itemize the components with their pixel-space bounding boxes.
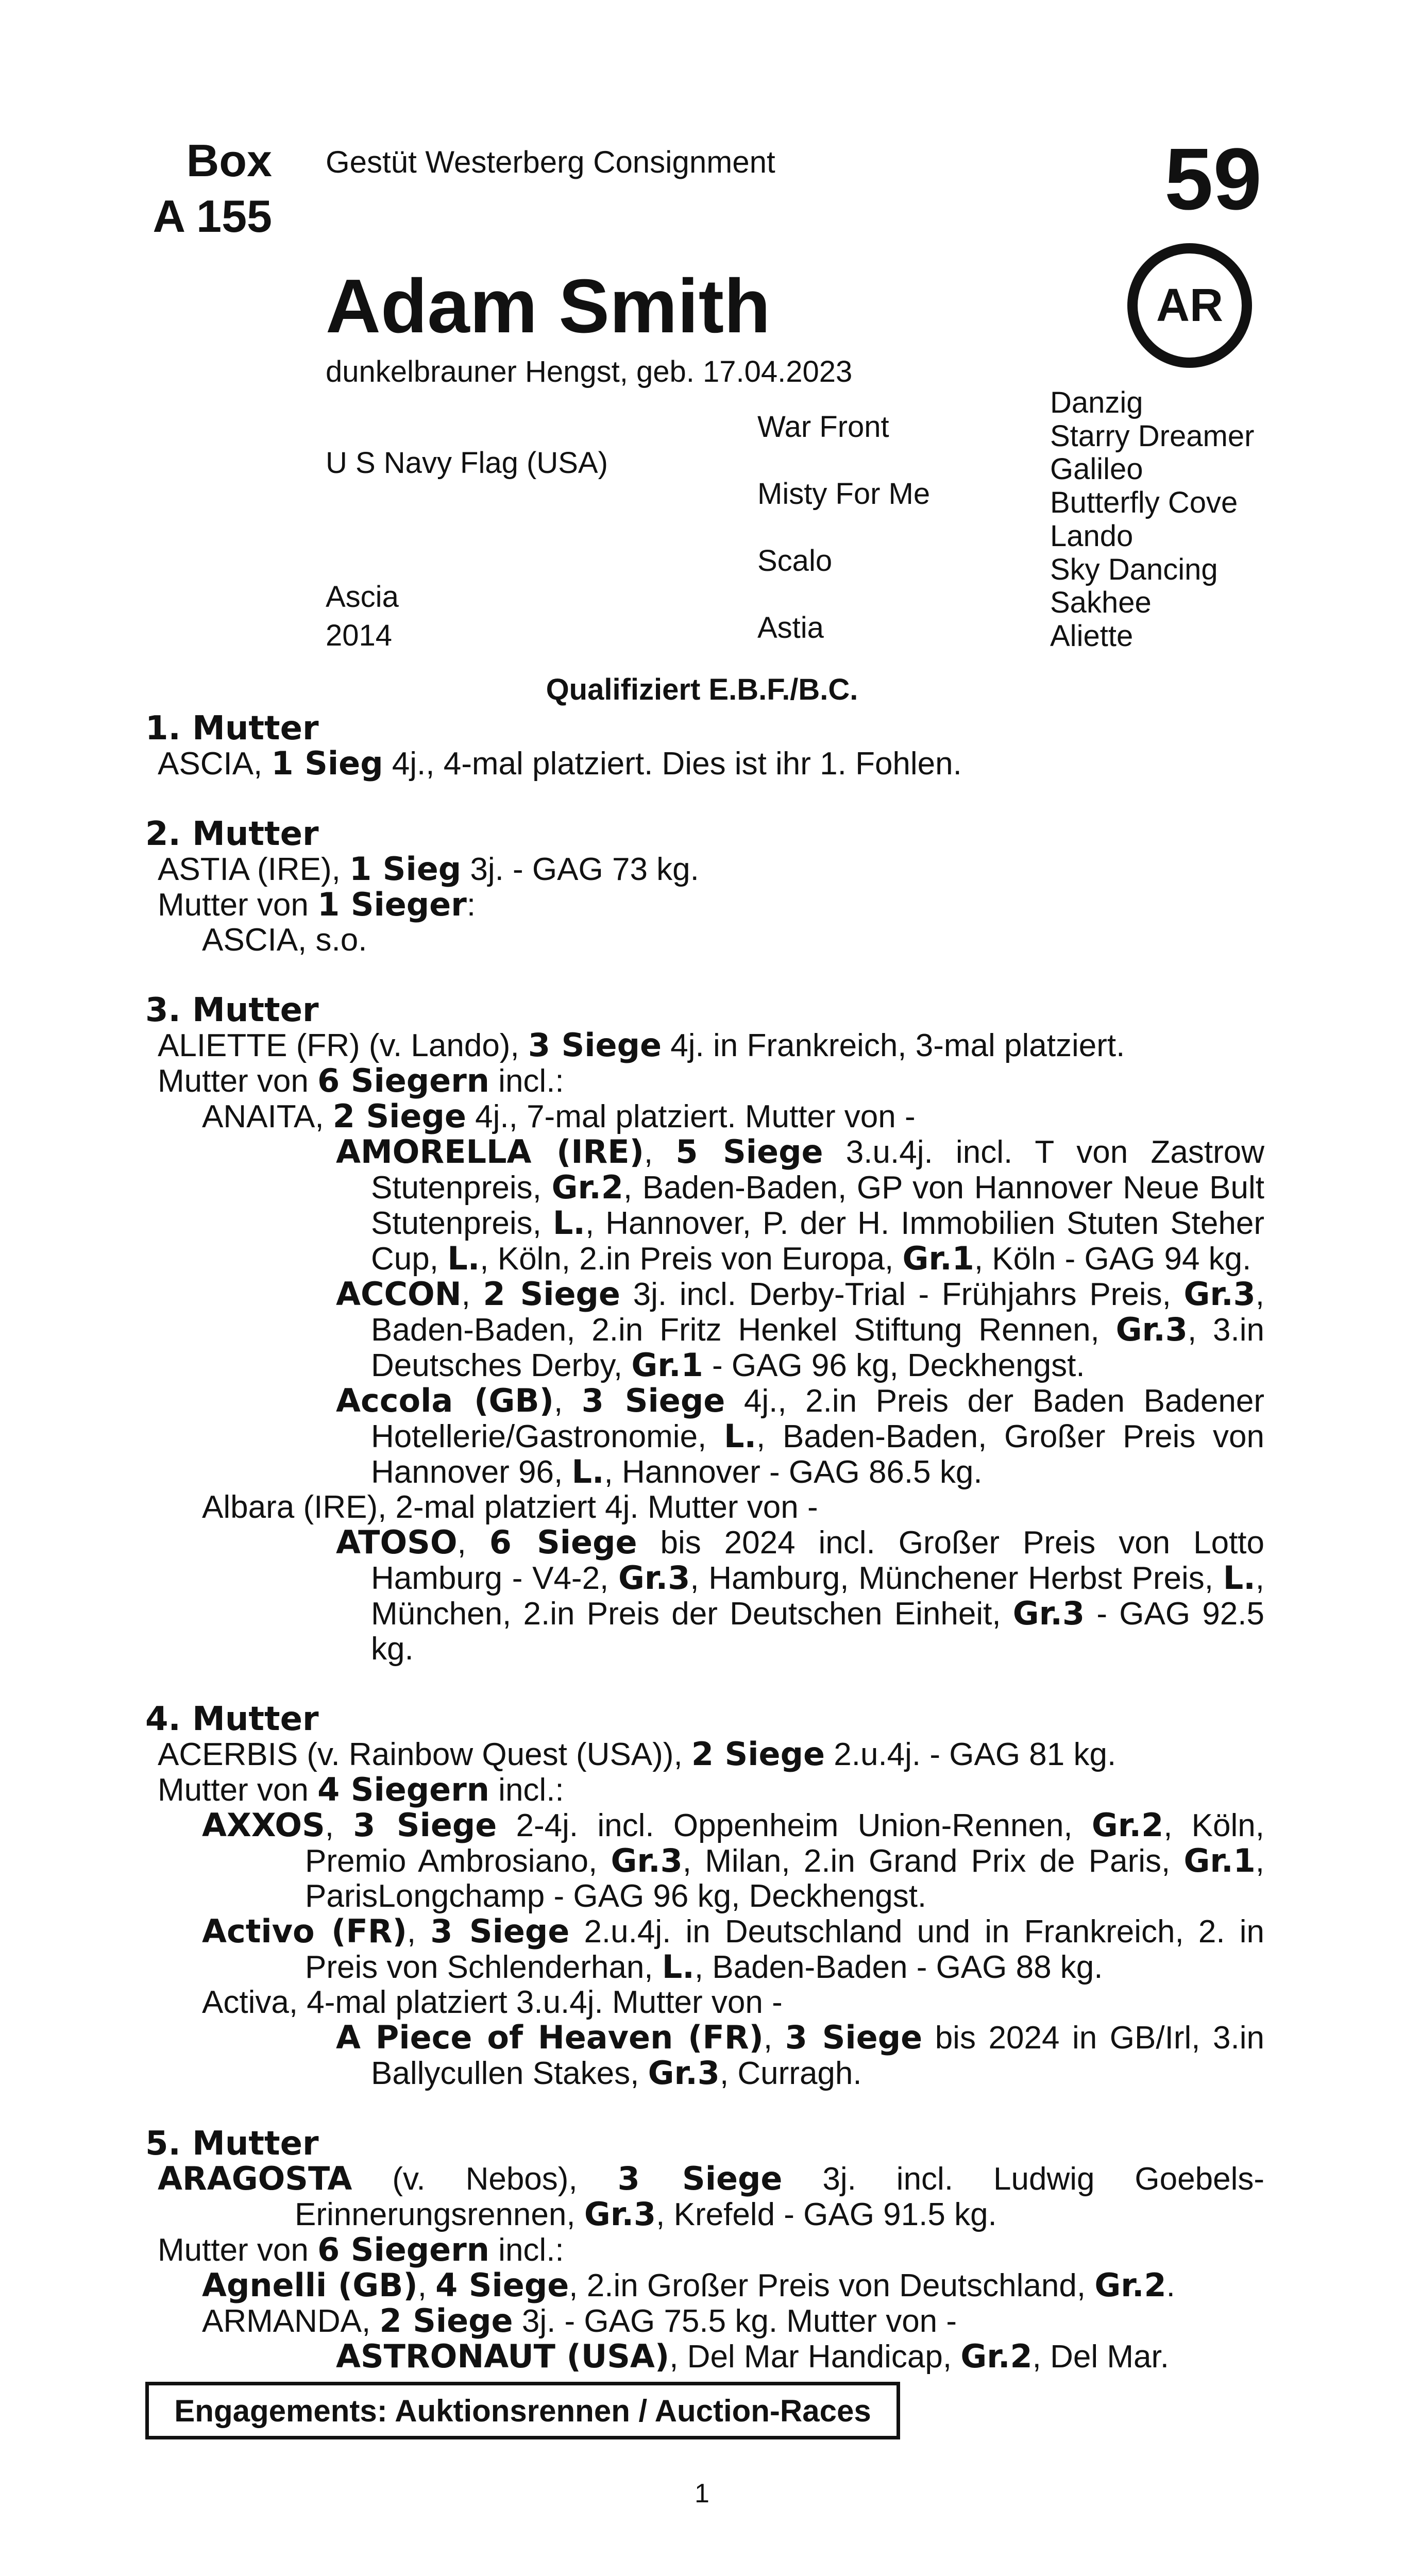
dam-entry: ASTIA (IRE), 1 Sieg 3j. - GAG 73 kg. [158,850,699,888]
pedigree-great-grandparent: Lando [1050,519,1134,553]
pedigree-great-grandparent: Starry Dreamer [1050,419,1255,453]
offspring-summary: Mutter von 4 Siegern incl.: [158,1771,564,1808]
section-heading: 3. Mutter [145,991,319,1029]
dam-entry: ASCIA, 1 Sieg 4j., 4-mal platziert. Dies ist ihr 1. Fohlen. [158,744,962,782]
dam-entry: ACERBIS (v. Rainbow Quest (USA)), 2 Siege 2.u.4j. - GAG 81 kg. [158,1735,1117,1773]
box-number: A 155 [153,191,272,242]
pedigree-grandparent: War Front [757,410,889,444]
pedigree-great-grandparent: Butterfly Cove [1050,486,1238,520]
pedigree-grandparent: Astia [757,611,824,645]
pedigree-great-grandparent: Galileo [1050,452,1143,486]
offspring-entry: Activa, 4-mal platziert 3.u.4j. Mutter von - [202,1985,783,2020]
pedigree-dam: Ascia [326,580,399,614]
dam-entry: ARAGOSTA (v. Nebos), 3 Siege 3j. incl. Ludwig Goebels-Erinnerungsrennen, Gr.3, Krefeld - GAG 91.5 kg. [158,2160,1264,2233]
offspring-entry: ANAITA, 2 Siege 4j., 7-mal platziert. Mutter von - [202,1097,916,1135]
offspring-entry: ARMANDA, 2 Siege 3j. - GAG 75.5 kg. Mutter von - [202,2302,957,2340]
offspring-entry: ACCON, 2 Siege 3j. incl. Derby-Trial - Frühjahrs Preis, Gr.3, Baden-Baden, 2.in Fritz Henkel Stiftung Rennen, Gr.3, 3.in Deutsches Derby, Gr.1 - GAG 96 kg, Deckhengst. [336,1275,1264,1384]
section-heading: 2. Mutter [145,815,319,853]
mutter-5-section [145,2126,1264,2375]
offspring-entry: Albara (IRE), 2-mal platziert 4j. Mutter von - [202,1489,818,1525]
pedigree-dam-year: 2014 [326,619,393,652]
mutter-1-section [145,711,1264,782]
pedigree-grandparent: Misty For Me [757,477,931,511]
lot-number: 59 [1164,130,1262,228]
pedigree-great-grandparent: Sky Dancing [1050,552,1218,586]
consignor: Gestüt Westerberg Consignment [326,145,775,179]
dam-line [145,711,1264,2410]
offspring-entry: ATOSO, 6 Siege bis 2024 incl. Großer Preis von Lotto Hamburg - V4-2, Gr.3, Hamburg, Münchener Herbst Preis, L., München, 2.in Preis der Deutschen Einheit, Gr.3 - GAG 92.5 kg. [336,1523,1264,1667]
pedigree-great-grandparent: Sakhee [1050,586,1152,620]
mutter-4-section [145,1702,1264,2091]
offspring-entry: A Piece of Heaven (FR), 3 Siege bis 2024 in GB/Irl, 3.in Ballycullen Stakes, Gr.3, Curragh. [336,2019,1264,2092]
horse-name: Adam Smith [326,264,771,349]
ar-badge-icon: AR [1127,243,1252,368]
qualification: Qualifiziert E.B.F./B.C. [546,673,858,706]
offspring-entry: AXXOS, 3 Siege 2-4j. incl. Oppenheim Union-Rennen, Gr.2, Köln, Premio Ambrosiano, Gr.3, Milan, 2.in Grand Prix de Paris, Gr.1, ParisLongchamp - GAG 96 kg, Deckhengst. [202,1806,1265,1914]
pedigree-sire: U S Navy Flag (USA) [326,446,608,480]
offspring-summary: Mutter von 6 Siegern incl.: [158,1062,564,1099]
offspring-summary: Mutter von 1 Sieger: [158,886,476,923]
box-word: Box [186,135,272,186]
mutter-3-section [145,993,1264,1667]
pedigree-great-grandparent: Danzig [1050,386,1143,419]
engagements-box: Engagements: Auktionsrennen / Auction-Races [145,2382,900,2439]
offspring-entry: Accola (GB), 3 Siege 4j., 2.in Preis der Baden Badener Hotellerie/Gastronomie, L., Baden-Baden, Großer Preis von Hannover 96, L., Hannover - GAG 86.5 kg. [336,1382,1265,1490]
offspring-entry: ASCIA, s.o. [202,922,367,958]
section-heading: 5. Mutter [145,2125,319,2163]
offspring-entry: ASTRONAUT (USA), Del Mar Handicap, Gr.2, Del Mar. [336,2337,1169,2375]
mutter-2-section [145,817,1264,958]
offspring-summary: Mutter von 6 Siegern incl.: [158,2231,564,2268]
pedigree-grandparent: Scalo [757,544,833,578]
offspring-entry: Activo (FR), 3 Siege 2.u.4j. in Deutschland und in Frankreich, 2. in Preis von Schlenderhan, L., Baden-Baden - GAG 88 kg. [202,1912,1264,1986]
section-heading: 1. Mutter [145,709,319,748]
pedigree-great-grandparents [1050,386,1254,653]
horse-description: dunkelbrauner Hengst, geb. 17.04.2023 [326,355,853,388]
page-number: 1 [695,2479,709,2509]
section-heading: 4. Mutter [145,1700,319,1738]
box-label [144,133,272,244]
offspring-entry: Agnelli (GB), 4 Siege, 2.in Großer Preis von Deutschland, Gr.2. [202,2266,1175,2304]
dam-entry: ALIETTE (FR) (v. Lando), 3 Siege 4j. in Frankreich, 3-mal platziert. [158,1026,1125,1064]
offspring-entry: AMORELLA (IRE), 5 Siege 3.u.4j. incl. T von Zastrow Stutenpreis, Gr.2, Baden-Baden, GP von Hannover Neue Bult Stutenpreis, L., Hannover, P. der H. Immobilien Stuten Steher Cup, L., Köln, 2.in Preis von Europa, Gr.1, Köln - GAG 94 kg. [336,1133,1264,1277]
pedigree-great-grandparent: Aliette [1050,619,1134,653]
